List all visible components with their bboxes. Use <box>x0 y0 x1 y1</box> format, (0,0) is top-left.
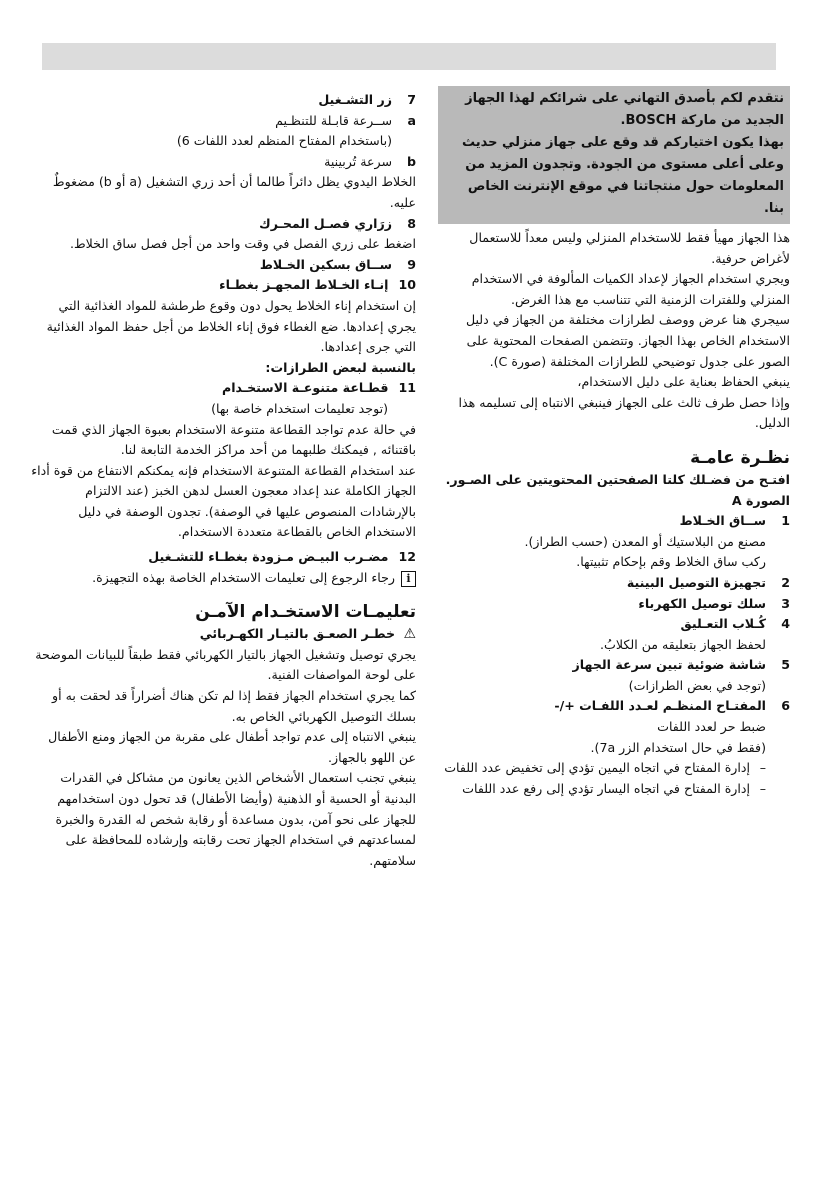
item-number: 7 <box>407 92 416 107</box>
overview-item-2 <box>438 573 790 594</box>
item-label: المفتـاح المنظـم لعـدد اللفـات +/- <box>554 698 766 714</box>
item-label: قطـاعة متنوعـة الاستخـدام <box>221 380 389 396</box>
overview-item-4 <box>438 614 790 635</box>
item-note: الخلاط اليدوي يظل دائراً طالما أن أحد زري التشغيل (a أو b) مضغوطٌ عليه. <box>52 174 416 210</box>
item-11 <box>30 378 416 399</box>
item-desc: اضغط على زري الفصل في وقت واحد من أجل فصل ساق الخلاط. <box>69 236 416 252</box>
item-number: 3 <box>781 595 790 611</box>
intro-line: نتقدم لكم بأصدق التهاني على شرائكم لهذا الجهاز الجديد من ماركة BOSCH. <box>465 91 784 128</box>
paragraph: ينبغي تجنب استعمال الأشخاص الذين يعانون من مشاكل في القدرات البدنية أو الحسية أو الذهنية (وأيضا الأطفال) قد تحول دون استخدامهم للجهاز على نحو آمن، بدون مساعدة أو رقابة شخص له القدرة والخبرة لمساعدتهم في استخدام الجهاز تحت رقابته وإرشاده للمحافظة على سلامتهم. <box>55 770 416 868</box>
warning-title: خطـر الصعـق بالتيـار الكهـربائي <box>199 626 396 642</box>
item-desc: إن استخدام إناء الخلاط يحول دون وقوع طرطشة للمواد الغذائية التي يجري إعدادها. ضع الغطاء فوق إناء الخلاط من أجل حفظ المواد الغذائية التي جرى إعدادها. <box>46 297 416 355</box>
item-desc: (توجد في بعض الطرازات) <box>628 677 766 693</box>
item-number: 9 <box>407 256 416 272</box>
paragraph: وإذا حصل طرف ثالث على الجهاز فينبغي الانتباه إلى تسليمه هذا الدليل. <box>458 394 790 431</box>
paragraph: ينبغي الحفاظ بعناية على دليل الاستخدام، <box>577 374 790 390</box>
item-7 <box>30 90 416 111</box>
item-number: 11 <box>398 380 416 396</box>
some-models-label: بالنسبة لبعض الطرازات: <box>265 359 416 375</box>
warning-icon: ⚠ <box>403 626 416 643</box>
dash-mark: – <box>759 760 766 776</box>
item-letter: b <box>406 153 416 169</box>
paragraph: يجري توصيل وتشغيل الجهاز بالتيار الكهربائي فقط طبقاً للبيانات الموضحة على لوحة المواصفات الفنية. <box>35 646 416 683</box>
item-number: 12 <box>398 549 416 565</box>
figure-label: الصورة A <box>731 492 790 508</box>
item-desc: لحفظ الجهاز بتعليقه من الكلابُ. <box>600 636 766 652</box>
item-12 <box>30 547 416 568</box>
item-desc: (فقط في حال استخدام الزر 7a). <box>590 739 766 755</box>
item-label: كُـلاب التعـليق <box>680 616 766 632</box>
item-label: ســاق بسكين الخـلاط <box>259 256 392 272</box>
warning-heading <box>30 624 416 645</box>
dash-mark: – <box>759 780 766 796</box>
intro-box <box>438 86 790 224</box>
item-desc: مصنع من البلاستيك أو المعدن (حسب الطراز). <box>524 533 766 549</box>
item-number: 5 <box>781 657 790 673</box>
left-column <box>30 90 416 871</box>
item-desc: ركب ساق الخلاط وقم بإحكام تثبيتها. <box>576 554 766 570</box>
paragraph: ينبغي الانتباه إلى عدم تواجد أطفال على مقربة من الجهاز ومنع الأطفال عن اللهو بالجهاز. <box>48 729 416 765</box>
paragraph: في حالة عدم تواجد القطاعة متنوعة الاستخدام بعبوة الجهاز الذي قمت باقتنائه , فيمكنك طلبهما من أحد مراكز الخدمة التابعة لنا. <box>51 421 416 458</box>
item-label: ســاق الخـلاط <box>679 513 766 529</box>
overview-item-1 <box>438 511 790 532</box>
item-label: إنـاء الخـلاط المجهـز بغطـاء <box>219 277 389 293</box>
item-7b <box>30 152 416 173</box>
paragraph: عند استخدام القطاعة المتنوعة الاستخدام فإنه يمكنكم الانتفاع من قوة أداء الجهاز الكاملة عند إعداد معجون العسل لدهن الخبز (عند الالتزام بالإرشادات المنصوص عليها في الوصفة). تجدون الوصفة في دليل الاستخدام الخاص بالقطاعة متعددة الاستخدام. <box>31 462 416 540</box>
bullet-item <box>438 779 790 800</box>
item-number: 4 <box>781 616 790 632</box>
item-label: سرعة تُربينية <box>324 153 392 169</box>
item-9 <box>30 255 416 276</box>
item-label: مضـرب البيـض مـزودة بغطـاء للتشـغيل <box>148 549 389 565</box>
overview-item-3 <box>438 594 790 615</box>
paragraph: سيجري هنا عرض ووصف لطرازات مختلفة من الجهاز في دليل الاستخدام الخاص بهذا الجهاز. وتتضمن الصفحات المحتوية على الصور على جدول توضيحي للطرازات المختلفة (صورة C). <box>465 312 790 369</box>
info-icon: i <box>401 571 416 587</box>
item-number: 8 <box>407 215 416 231</box>
item-label: سلك توصيل الكهرباء <box>638 595 766 611</box>
info-text: رجاء الرجوع إلى تعليمات الاستخدام الخاصة بهذه التجهيزة. <box>92 569 395 585</box>
item-7a <box>30 111 416 132</box>
item-label: تجهيزة التوصيل البينية <box>626 574 766 590</box>
item-8 <box>30 214 416 235</box>
safety-title: تعليمـات الاستخـدام الآمـن <box>195 602 416 623</box>
bullet-text: إدارة المفتاح في اتجاه اليمين تؤدي إلى تخفيض عدد اللفات <box>444 760 750 776</box>
overview-title: نظـرة عامـة <box>690 447 790 468</box>
info-note <box>30 568 416 589</box>
intro-line: بهذا يكون اختياركم قد وقع على جهاز منزلي حديث وعلى أعلى مستوى من الجودة. وتجدون المزيد من المعلومات حول منتجاتنا في موقع الإنترنت الخاص بنا. <box>461 135 784 216</box>
paragraph: كما يجري استخدام الجهاز فقط إذا لم تكن هناك أضراراً قد لحقت به أو بسلك التوصيل الكهربائي الخاص به. <box>52 688 416 724</box>
right-column <box>438 86 790 799</box>
item-desc: (باستخدام المفتاح المنظم لعدد اللفات 6) <box>176 133 392 149</box>
item-letter: a <box>407 112 416 128</box>
item-note: (توجد تعليمات استخدام خاصة بها) <box>211 400 388 416</box>
item-number: 6 <box>781 698 790 714</box>
page-header-bar <box>42 43 776 70</box>
item-number: 10 <box>398 277 416 293</box>
item-10 <box>30 275 416 296</box>
item-number: 2 <box>781 574 790 590</box>
paragraph: هذا الجهاز مهيأ فقط للاستخدام المنزلي وليس معداً للاستعمال لأغراض حرفية. <box>469 230 790 266</box>
bullet-item <box>438 758 790 779</box>
item-number: 1 <box>781 513 790 529</box>
paragraph: ويجري استخدام الجهاز لإعداد الكميات المألوفة في الاستخدام المنزلي وللفترات الزمنية التي تتناسب مع هذا الغرض. <box>471 271 790 307</box>
item-desc: ضبط حر لعدد اللفات <box>657 719 766 735</box>
item-label: شاشة ضوئية تبين سرعة الجهاز <box>572 657 766 673</box>
item-label: ســرعة قابـلة للتنظـيم <box>275 112 392 128</box>
overview-instruction: افتـح من فضـلك كلتا الصفحتين المحتويتين على الصـور. <box>445 471 790 487</box>
overview-item-6 <box>438 696 790 717</box>
item-label: زرَاري فصـل المحـرك <box>259 215 392 231</box>
overview-item-5 <box>438 655 790 676</box>
item-label: زر التشـغيل <box>318 92 392 107</box>
bullet-text: إدارة المفتاح في اتجاه اليسار تؤدي إلى رفع عدد اللفات <box>462 780 750 796</box>
